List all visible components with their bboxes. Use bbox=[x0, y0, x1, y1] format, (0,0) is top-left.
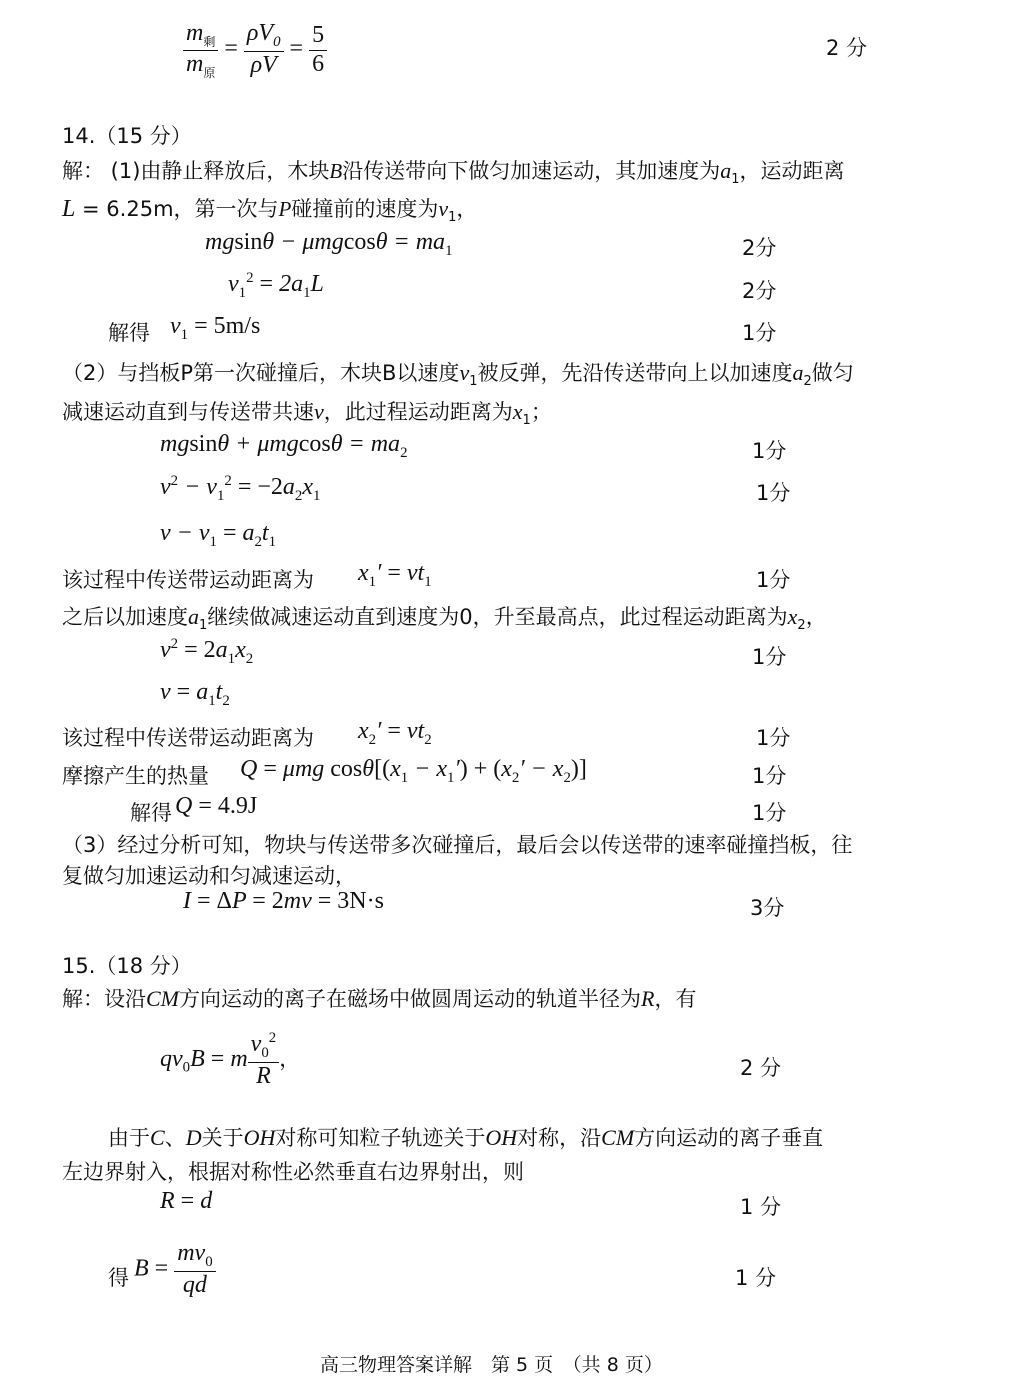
score: 1分 bbox=[742, 321, 777, 345]
equation: $v^2 - v_1^2 = -2a_2x_1$ bbox=[160, 473, 321, 504]
equation: $x_1' = vt_1$ bbox=[358, 560, 432, 590]
equation: $v_1 = 5m/s$ bbox=[170, 313, 261, 343]
score: 2 分 bbox=[740, 1056, 782, 1080]
paragraph-line: L = 6.25m，第一次与P碰撞前的速度为$v_1$， bbox=[62, 196, 478, 226]
score: 2 分 bbox=[826, 36, 868, 60]
equation: $mgsin\theta + \mu mgcos\theta = ma_2$ bbox=[160, 431, 408, 461]
equation: Q = μmg $\cos\theta[(x_1 - x_1') + (x_2' - x_2)]$ bbox=[240, 756, 587, 786]
paragraph-line: （2）与挡板P第一次碰撞后，木块B以速度$v_1$被反弹，先沿传送带向上以加速度$a_2$做匀 bbox=[62, 360, 854, 390]
score: 1分 bbox=[752, 801, 787, 825]
label: 该过程中传送带运动距离为 bbox=[62, 568, 314, 592]
score: 2分 bbox=[742, 236, 777, 260]
paragraph-line: 由于C、D关于OH对称可知粒子轨迹关于OH对称，沿CM方向运动的离子垂直 bbox=[108, 1125, 824, 1150]
label: 摩擦产生的热量 bbox=[62, 764, 209, 788]
paragraph-line: 解： (1)由静止释放后，木块B沿传送带向下做匀加速运动，其加速度为$a_1$，运动距离 bbox=[62, 158, 845, 188]
equation: $mgsin\theta - \mu mgcos\theta = ma_1$ bbox=[205, 229, 453, 259]
paragraph-line: 减速运动直到与传送带共速v，此过程运动距离为$x_1$； bbox=[62, 399, 552, 429]
score: 2分 bbox=[742, 279, 777, 303]
equation: $v - v_1 = a_2t_1$ bbox=[160, 520, 277, 550]
equation: $qv_0B = m$ $\frac{v_0^2}{R}$ ， bbox=[160, 1030, 301, 1089]
label: 该过程中传送带运动距离为 bbox=[62, 726, 314, 750]
equation: B = $\frac{mv_0}{qd}$ bbox=[134, 1240, 216, 1299]
score: 1 分 bbox=[740, 1195, 782, 1219]
equation: I = ΔP = 2mv = 3N·s bbox=[183, 888, 384, 914]
score: 3分 bbox=[750, 896, 785, 920]
label: 解得 bbox=[108, 321, 150, 345]
score: 1分 bbox=[756, 726, 791, 750]
question-heading: 14.（15 分） bbox=[62, 124, 192, 148]
equation: $v = a_1t_2$ bbox=[160, 679, 230, 709]
question-heading: 15.（18 分） bbox=[62, 954, 192, 978]
score: 1分 bbox=[752, 439, 787, 463]
equation: R = d bbox=[160, 1188, 213, 1214]
score: 1分 bbox=[756, 568, 791, 592]
paragraph-line: 解：设沿CM方向运动的离子在磁场中做圆周运动的轨道半径为R，有 bbox=[62, 986, 697, 1011]
score: 1分 bbox=[752, 764, 787, 788]
score: 1分 bbox=[752, 645, 787, 669]
paragraph-line: 之后以加速度$a_1$继续做减速运动直到速度为0，升至最高点，此过程运动距离为$x_2$， bbox=[62, 604, 827, 634]
equation: $v^2 = 2a_1x_2$ bbox=[160, 636, 254, 667]
paragraph-line: 左边界射入，根据对称性必然垂直右边界射出，则 bbox=[62, 1160, 524, 1184]
score: 1 分 bbox=[735, 1266, 777, 1290]
page-footer: 高三物理答案详解 第 5 页 （共 8 页） bbox=[320, 1354, 663, 1376]
equation: $x_2' = vt_2$ bbox=[358, 718, 432, 748]
equation: Q = 4.9J bbox=[175, 793, 258, 819]
label: 得 bbox=[108, 1266, 129, 1290]
paragraph-line: 复做匀加速运动和匀减速运动， bbox=[62, 864, 356, 888]
equation-mass-ratio: $\frac{m_剩}{m_原}$ = $\frac{\rho V_0}{\rho V}$ = $\frac{5}{6}$ bbox=[183, 20, 327, 80]
score: 1分 bbox=[756, 481, 791, 505]
equation: $v_1^2 = 2a_1L$ bbox=[228, 270, 324, 301]
paragraph-line: （3）经过分析可知，物块与传送带多次碰撞后，最后会以传送带的速率碰撞挡板，往 bbox=[62, 833, 853, 857]
label: 解得 bbox=[130, 801, 172, 825]
